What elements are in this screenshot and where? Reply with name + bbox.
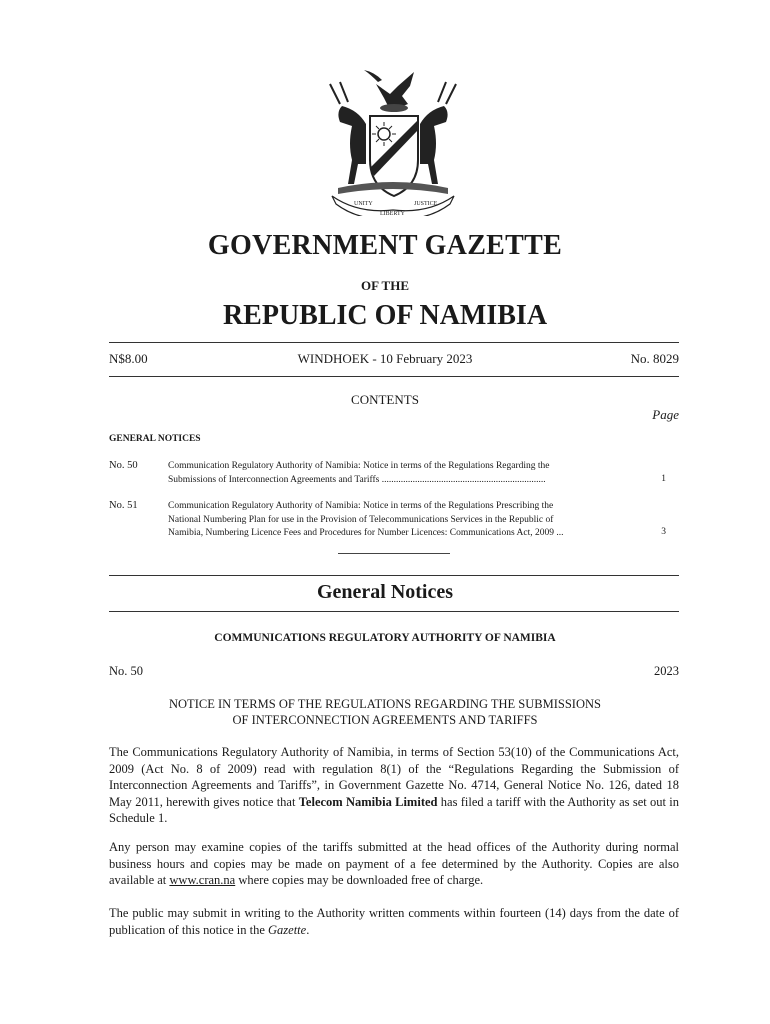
entry-line: National Numbering Plan for use in the Provision of Telecommunications Services in the Republic of (168, 514, 554, 525)
contents-heading: CONTENTS (351, 392, 419, 407)
notice-title-line: OF INTERCONNECTION AGREEMENTS AND TARIFFS (232, 713, 538, 727)
namibia-coat-of-arms-icon (318, 64, 468, 216)
entry-line: Namibia, Numbering Licence Fees and Procedures for Number Licences: Communications Act, 2009 ... (168, 528, 564, 538)
contents-entry-number: No. 51 (109, 500, 138, 511)
notice-paragraph-3: The public may submit in writing to the Authority written comments within fourteen (14) days from the date of publication of this notice in the Gazette. (109, 906, 679, 937)
place-date: WINDHOEK - 10 February 2023 (297, 351, 473, 366)
contents-entry-page: 1 (661, 474, 666, 484)
notice-title-line: NOTICE IN TERMS OF THE REGULATIONS REGARDING THE SUBMISSIONS (169, 697, 601, 711)
general-notices-section-label: GENERAL NOTICES (109, 434, 201, 444)
contents-entry-description[interactable] (168, 500, 638, 541)
entry-line: Submissions of Interconnection Agreements and Tariffs ..................................................................... (168, 474, 546, 485)
contents-entry-description[interactable] (168, 460, 638, 487)
notice-paragraph-1: The Communications Regulatory Authority of Namibia, in terms of Section 53(10) of the Communications Act, 2009 (Act No. 8 of 2009) read with regulation 8(1) of the “Regulations Regarding the Submission of Interconnection Agreements and Tariffs”, in Government Gazette No. 4714, General Notice No. 126, dated 18 May 2011, herewith gives notice that Telecom Namibia Limited has filed a tariff with the Authority as set out in Schedule 1. (109, 745, 679, 825)
notice-title (0, 696, 770, 728)
notice-year: 2023 (654, 664, 679, 678)
masthead-rule-bottom (109, 376, 679, 377)
gazette-italic: Gazette (268, 922, 307, 937)
notice-paragraph-2: Any person may examine copies of the tariffs submitted at the head offices of the Authority during normal business hours and copies may be made on payment of a fee determined by the Authority. Copies are also available at www.cran.na where copies may be downloaded free of charge. (109, 840, 679, 887)
general-notices-heading: General Notices (316, 581, 454, 603)
contents-entry-page: 3 (661, 527, 666, 537)
republic-title: REPUBLIC OF NAMIBIA (222, 300, 548, 331)
notices-rule-bottom (109, 611, 679, 612)
of-the-label: OF THE (360, 278, 410, 293)
cran-website-link[interactable]: www.cran.na (169, 873, 236, 887)
authority-heading: COMMUNICATIONS REGULATORY AUTHORITY OF NAMIBIA (214, 632, 556, 644)
masthead-rule-top (109, 342, 679, 343)
gazette-title: GOVERNMENT GAZETTE (207, 230, 563, 261)
price-label: N$8.00 (109, 351, 148, 366)
notices-rule-top (109, 575, 679, 576)
issue-number: No. 8029 (630, 351, 679, 366)
page-column-label: Page (652, 407, 679, 422)
entry-line: Communication Regulatory Authority of Namibia: Notice in terms of the Regulations Regarding the (168, 461, 550, 471)
motto-unity: UNITY (354, 201, 373, 207)
entry-line: Communication Regulatory Authority of Namibia: Notice in terms of the Regulations Prescribing the (168, 501, 554, 511)
contents-end-divider (338, 553, 450, 554)
company-name: Telecom Namibia Limited (298, 794, 438, 809)
motto-liberty: LIBERTY (380, 211, 405, 216)
contents-entry-number: No. 50 (109, 460, 138, 471)
notice-number: No. 50 (109, 664, 144, 678)
motto-justice: JUSTICE (414, 201, 438, 207)
